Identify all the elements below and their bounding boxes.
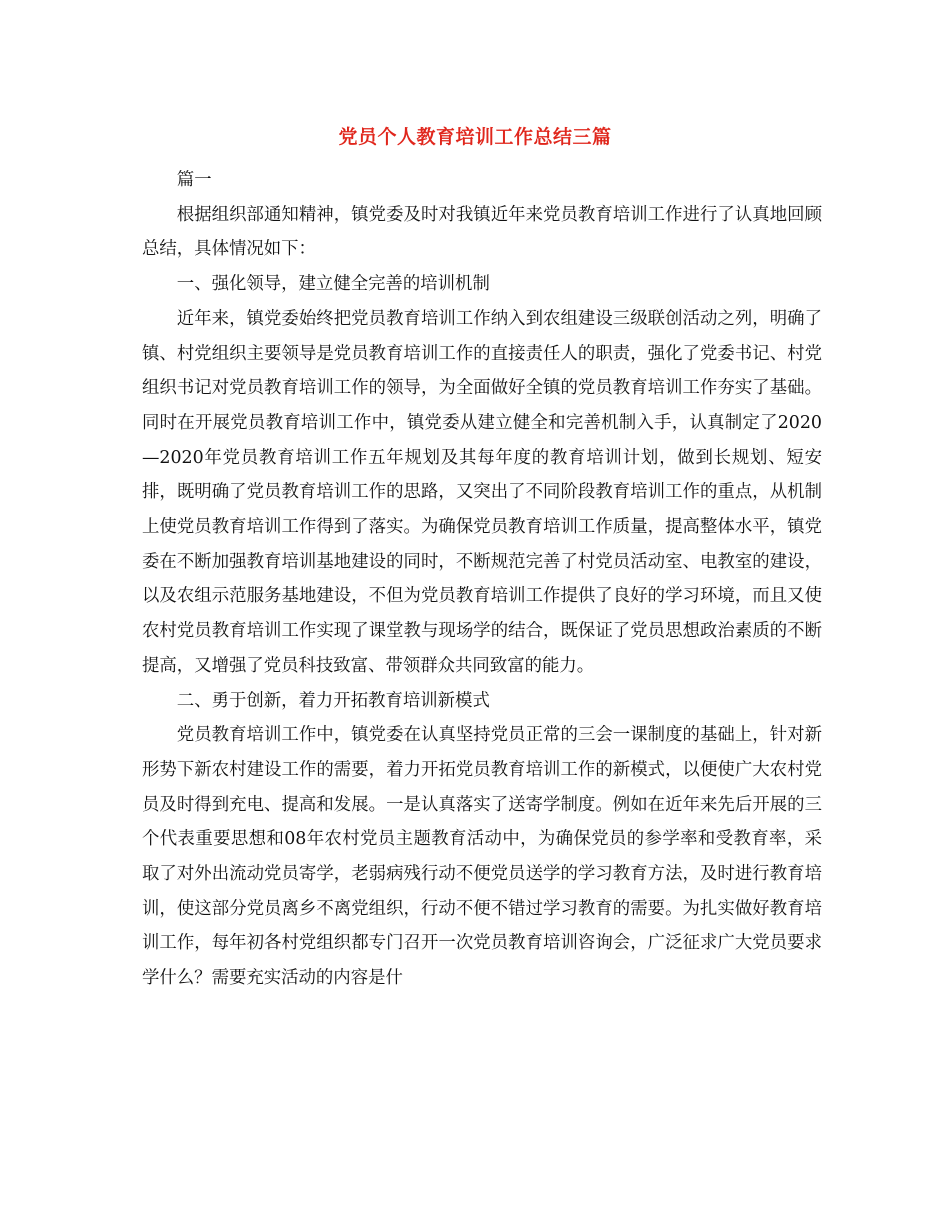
section-heading: 二、勇于创新，着力开拓教育培训新模式	[176, 690, 490, 711]
paragraph: 党员教育培训工作中，镇党委在认真坚持党员正常的三会一课制度的基础上，针对新形势下新农村建设工作的需要，着力开拓党员教育培训工作的新模式，以便使广大农村党员及时得到充电、提高和发展。一是认真落实了送寄学制度。例如在近年来先后开展的三个代表重要思想和08年农村党员主题教育活动中，为确保党员的参学率和受教育率，采取了对外出流动党员寄学，老弱病残行动不便党员送学的学习教育方法，及时进行教育培训，使这部分党员离乡不离党组织，行动不便不错过学习教育的需要。为扎实做好教育培训工作，每年初各村党组织都专门召开一次党员教育培训咨询会，广泛征求广大党员要求学什么？需要充实活动的内容是什	[142, 725, 822, 989]
paragraph: 根据组织部通知精神，镇党委及时对我镇近年来党员教育培训工作进行了认真地回顾总结，具体情况如下：	[142, 204, 822, 260]
section-heading: 一、强化领导，建立健全完善的培训机制	[176, 274, 490, 295]
section-label: 篇一	[176, 170, 212, 190]
document-title: 党员个人教育培训工作总结三篇	[338, 126, 612, 148]
document-body	[142, 163, 822, 996]
paragraph: 近年来，镇党委始终把党员教育培训工作纳入到农组建设三级联创活动之列，明确了镇、村党组织主要领导是党员教育培训工作的直接责任人的职责，强化了党委书记、村党组织书记对党员教育培训工作的领导，为全面做好全镇的党员教育培训工作夯实了基础。同时在开展党员教育培训工作中，镇党委从建立健全和完善机制入手，认真制定了2020—2020年党员教育培训工作五年规划及其每年度的教育培训计划，做到长规划、短安排，既明确了党员教育培训工作的思路，又突出了不同阶段教育培训工作的重点，从机制上使党员教育培训工作得到了落实。为确保党员教育培训工作质量，提高整体水平，镇党委在不断加强教育培训基地建设的同时，不断规范完善了村党员活动室、电教室的建设，以及农组示范服务基地建设，不但为党员教育培训工作提供了良好的学习环境，而且又使农村党员教育培训工作实现了课堂教与现场学的结合，既保证了党员思想政治素质的不断提高，又增强了党员科技致富、带领群众共同致富的能力。	[142, 308, 822, 676]
